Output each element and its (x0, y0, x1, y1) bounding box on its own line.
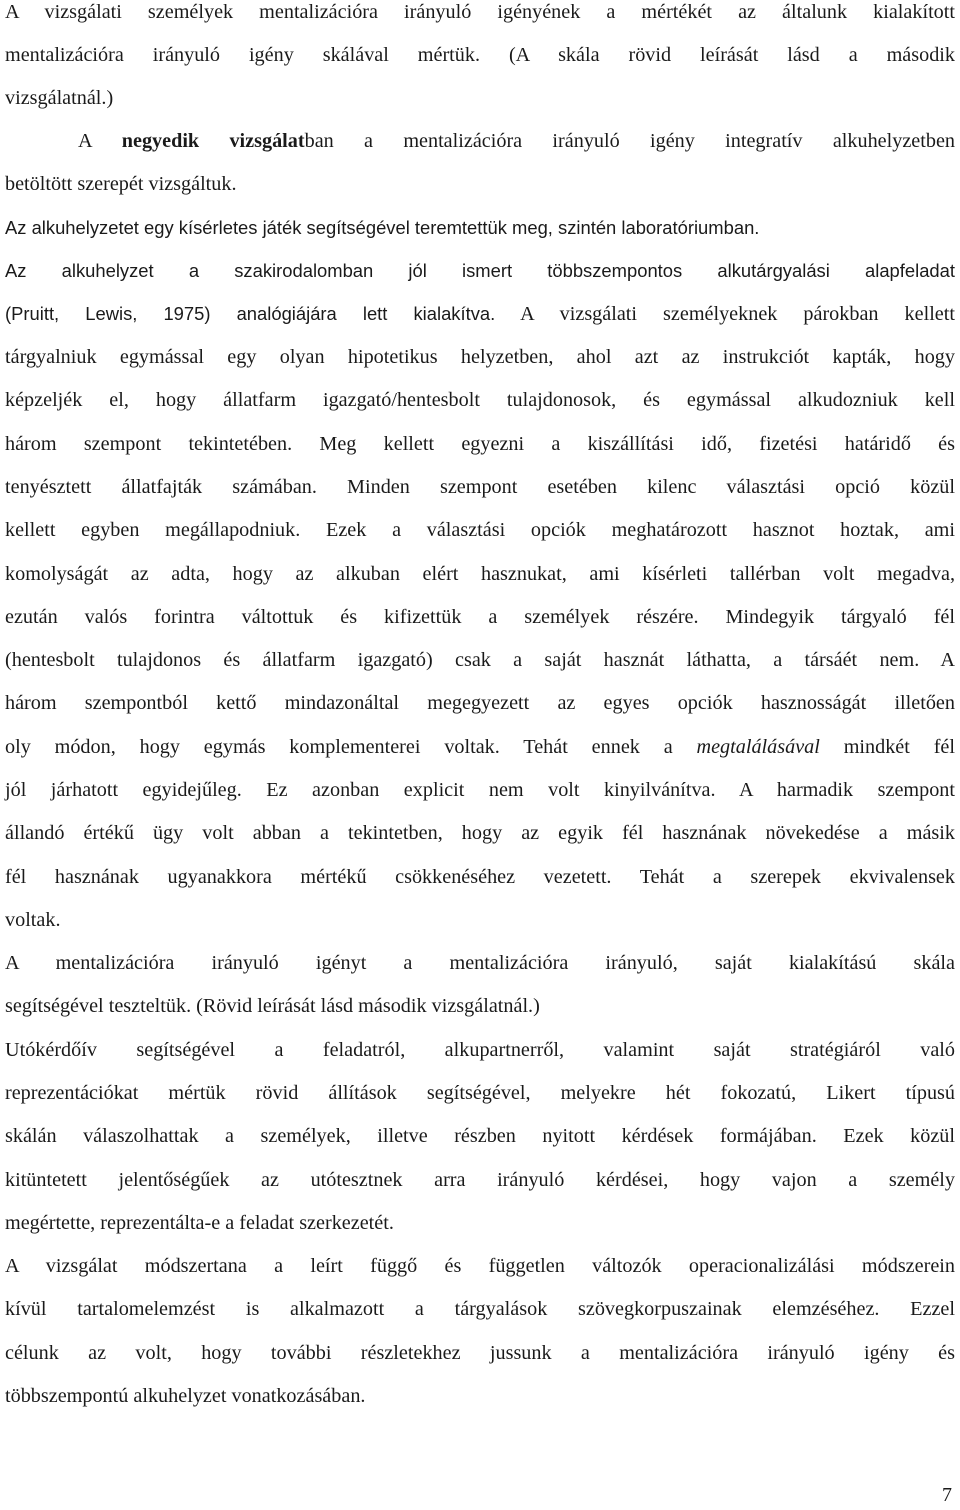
text-line: jól járhatott egyidejűleg. Ez azonban explicit nem volt kinyilvánítva. A harmadik szempont (5, 779, 955, 801)
text-line: fél hasznának ugyanakkora mértékű csökkenéséhez vezetett. Tehát a szerepek ekvivalensek (5, 866, 955, 888)
text-line: A mentalizációra irányuló igényt a mentalizációra irányuló, saját kialakítású skála (5, 952, 955, 974)
text-line: A vizsgálati személyek mentalizációra irányuló igényének a mértékét az általunk kialakított (5, 1, 955, 23)
text-line: segítségével teszteltük. (Rövid leírását lásd második vizsgálatnál.) (5, 995, 540, 1017)
text-line: tárgyalniuk egymással egy olyan hipotetikus helyzetben, ahol azt az instrukciót kapták, hogy (5, 346, 955, 368)
text-line: mentalizációra irányuló igény skálával mértük. (A skála rövid leírását lásd a második (5, 44, 955, 66)
text-line: reprezentációkat mértük rövid állítások segítségével, melyekre hét fokozatú, Likert típusú (5, 1082, 955, 1104)
page-number: 7 (942, 1484, 952, 1506)
text-line: (Pruitt, Lewis, 1975) analógiájára lett kialakítva. A vizsgálati személyeknek párokban kellett (5, 303, 955, 325)
text-line: A negyedik vizsgálatban a mentalizációra irányuló igény integratív alkuhelyzetben (78, 130, 956, 152)
text-line: vizsgálatnál.) (5, 87, 114, 109)
document-page (5, 0, 955, 1509)
text-line: megértette, reprezentálta-e a feladat szerkezetét. (5, 1212, 394, 1234)
text-line: többszempontú alkuhelyzet vonatkozásában. (5, 1385, 366, 1407)
text-line: képzeljék el, hogy állatfarm igazgató/hentesbolt tulajdonosok, és egymással alkudozniuk kell (5, 389, 955, 411)
text-line: kellett egyben megállapodniuk. Ezek a választási opciók meghatározott hasznot hoztak, ami (5, 519, 955, 541)
text-line: célunk az volt, hogy további részletekhez jussunk a mentalizációra irányuló igény és (5, 1342, 955, 1364)
text-line: három szempont tekintetében. Meg kellett egyezni a kiszállítási idő, fizetési határidő és (5, 433, 955, 455)
text-line: kívül tartalomelemzést is alkalmazott a tárgyalások szövegkorpuszainak elemzéséhez. Ezzel (5, 1298, 955, 1320)
text-line: Az alkuhelyzetet egy kísérletes játék segítségével teremtettük meg, szintén laboratóriumban. (5, 217, 760, 238)
text-line: betöltött szerepét vizsgáltuk. (5, 173, 237, 195)
text-line: komolyságát az adta, hogy az alkuban elért hasznukat, ami kísérleti tallérban volt megadva, (5, 563, 955, 585)
text-line: skálán válaszolhattak a személyek, illetve részben nyitott kérdések formájában. Ezek közül (5, 1125, 955, 1147)
text-line: Az alkuhelyzet a szakirodalomban jól ismert többszempontos alkutárgyalási alapfeladat (5, 260, 955, 281)
text-line: voltak. (5, 909, 61, 931)
italic-word: megtalálásával (696, 736, 820, 758)
text-line: oly módon, hogy egymás komplementerei voltak. Tehát ennek a megtalálásával mindkét fél (5, 736, 956, 758)
text-line: ezután valós forintra váltottuk és kifizettük a személyek részére. Mindegyik tárgyaló fél (5, 606, 955, 628)
text-line: három szempontból kettő mindazonáltal megegyezett az egyes opciók hasznosságát illetően (5, 692, 955, 714)
text-line: kitüntetett jelentőségűek az utótesztnek arra irányuló kérdései, hogy vajon a személy (5, 1169, 955, 1191)
text-line: állandó értékű ügy volt abban a tekintetben, hogy az egyik fél hasznának növekedése a másik (5, 822, 955, 844)
text-line: (hentesbolt tulajdonos és állatfarm igazgató) csak a saját hasznát láthatta, a társáét nem. A (5, 649, 955, 671)
text-line: tenyésztett állatfajták számában. Minden szempont esetében kilenc választási opció közül (5, 476, 955, 498)
bold-phrase: negyedik vizsgálat (121, 130, 305, 152)
text-line: A vizsgálat módszertana a leírt függő és független változók operacionalizálási módszerein (5, 1255, 955, 1277)
text-line: Utókérdőív segítségével a feladatról, alkupartnerről, valamint saját stratégiáról való (5, 1039, 955, 1061)
